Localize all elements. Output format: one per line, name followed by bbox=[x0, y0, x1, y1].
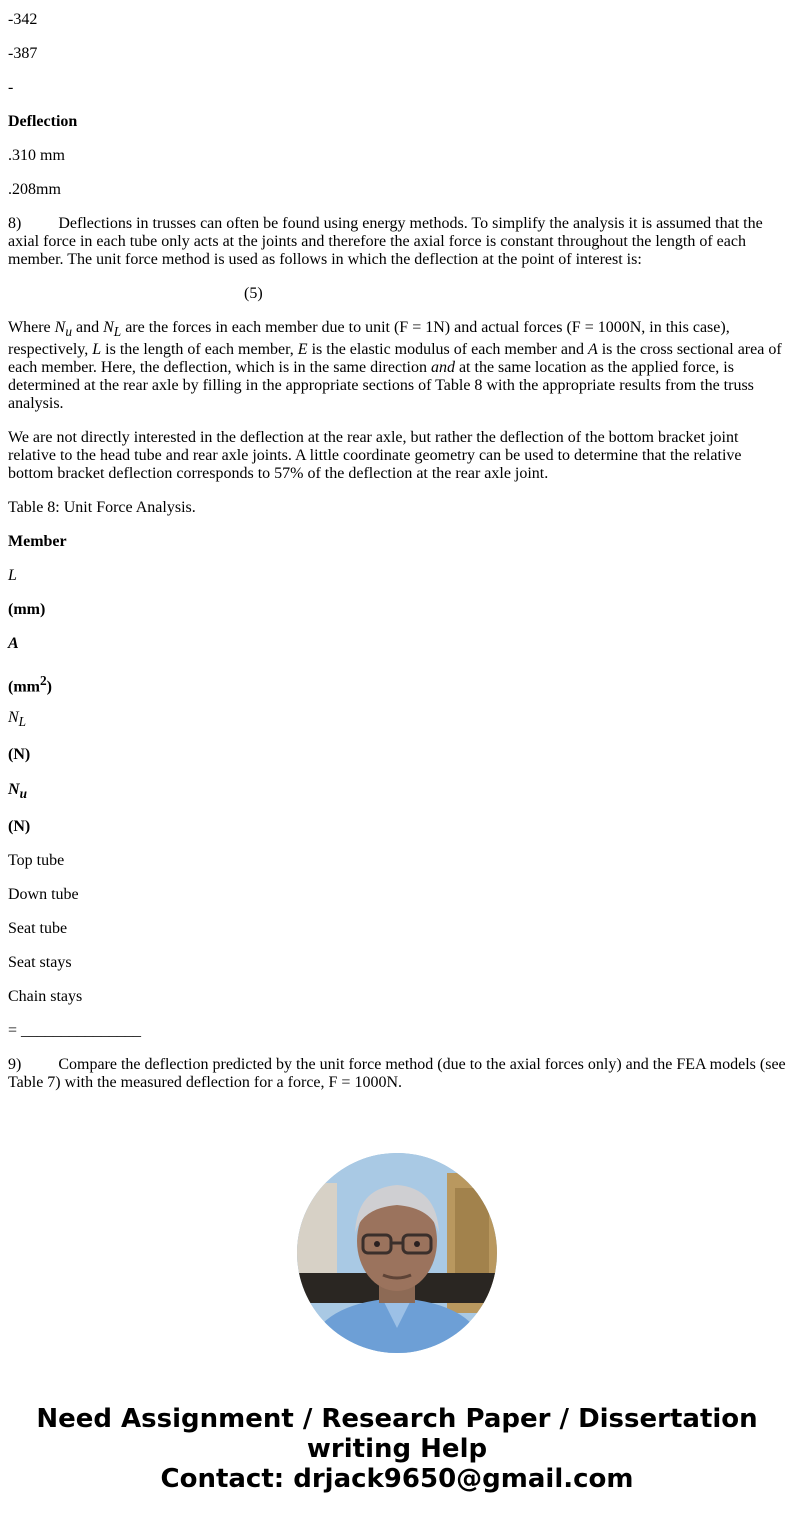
banner-line: writing Help bbox=[306, 1434, 488, 1464]
coordinate-geometry-paragraph: We are not directly interested in the deflection at the rear axle, but rather the deflection of the bottom bracket joint relative to the head tube and rear axle joints. A little coordinate geometry can be used to determine that the relative bottom bracket deflection corresponds to 57% of the deflection at the rear axle joint. bbox=[8, 429, 742, 482]
table-header-nl-unit: (N) bbox=[8, 746, 31, 763]
step-text: Deflections in trusses can often be found using energy methods. To simplify the analysis it is assumed that the axial force in each tube only acts at the joints and therefore the axial force is constant throughout the length of each member. The unit force method is used as follows in which the deflection at the point of interest is: bbox=[8, 215, 763, 268]
where-paragraph: Where $N_u$ and $N_L$ are the forces in each member due to unit (F = 1N) and actual forces (F = 1000N, in this case), respectively, L is the length of each member, E is the elastic modulus of each member and A is the cross sectional area of each member. Here, the deflection, which is in the same direction and at the same location as the applied force, is determined at the rear axle by filling in the appropriate sections of Table 8 with the appropriate results from the truss analysis. bbox=[8, 319, 782, 413]
table-header-nl: $N_L$ bbox=[8, 709, 27, 730]
author-photo bbox=[297, 1153, 497, 1353]
table-header-area: A bbox=[8, 635, 19, 652]
symbol-a: A bbox=[587, 341, 598, 359]
step-9-paragraph bbox=[8, 1056, 786, 1092]
result-value: - bbox=[8, 79, 14, 96]
step-text: Compare the deflection predicted by the unit force method (due to the axial forces only) and the FEA models (see Table 7) with the measured deflection for a force, F = 1000N. bbox=[8, 1056, 786, 1091]
result-value: -342 bbox=[8, 11, 38, 28]
portrait-illustration bbox=[297, 1153, 497, 1353]
promo-banner bbox=[0, 1404, 794, 1494]
table-header-member: Member bbox=[8, 533, 67, 550]
symbol-nu: $N_u$ bbox=[54, 319, 72, 340]
symbol-nl: $N_L$ bbox=[103, 319, 122, 340]
table-row-member: Seat stays bbox=[8, 954, 72, 971]
table-row-member: Down tube bbox=[8, 886, 79, 903]
table-caption: Table 8: Unit Force Analysis. bbox=[8, 499, 196, 516]
step-8-paragraph bbox=[8, 215, 786, 269]
table-row-member: Top tube bbox=[8, 852, 65, 869]
deflection-value: .310 mm bbox=[8, 147, 65, 164]
table-header-area-unit: $(mm^2)$ bbox=[8, 673, 52, 696]
equation-number: (5) bbox=[244, 285, 263, 302]
step-number: 9) bbox=[8, 1056, 22, 1073]
banner-contact: Contact: drjack9650@gmail.com bbox=[160, 1464, 634, 1494]
table-header-length: L bbox=[8, 567, 17, 584]
result-value: -387 bbox=[8, 45, 38, 62]
banner-line: Need Assignment / Research Paper / Dissertation bbox=[36, 1404, 758, 1434]
table-header-nu-unit: (N) bbox=[8, 818, 31, 835]
table-header-nu: $N_u$ bbox=[8, 781, 27, 802]
symbol-e: E bbox=[297, 341, 308, 359]
table-header-length-unit: (mm) bbox=[8, 601, 46, 618]
deflection-value: .208mm bbox=[8, 181, 61, 198]
table-row-member: Chain stays bbox=[8, 988, 83, 1005]
symbol-l: L bbox=[92, 341, 102, 359]
emphasis-and: and bbox=[430, 359, 455, 377]
step-number: 8) bbox=[8, 215, 22, 232]
deflection-heading: Deflection bbox=[8, 113, 78, 130]
result-blank-line: = _______________ bbox=[8, 1022, 142, 1039]
table-row-member: Seat tube bbox=[8, 920, 68, 937]
